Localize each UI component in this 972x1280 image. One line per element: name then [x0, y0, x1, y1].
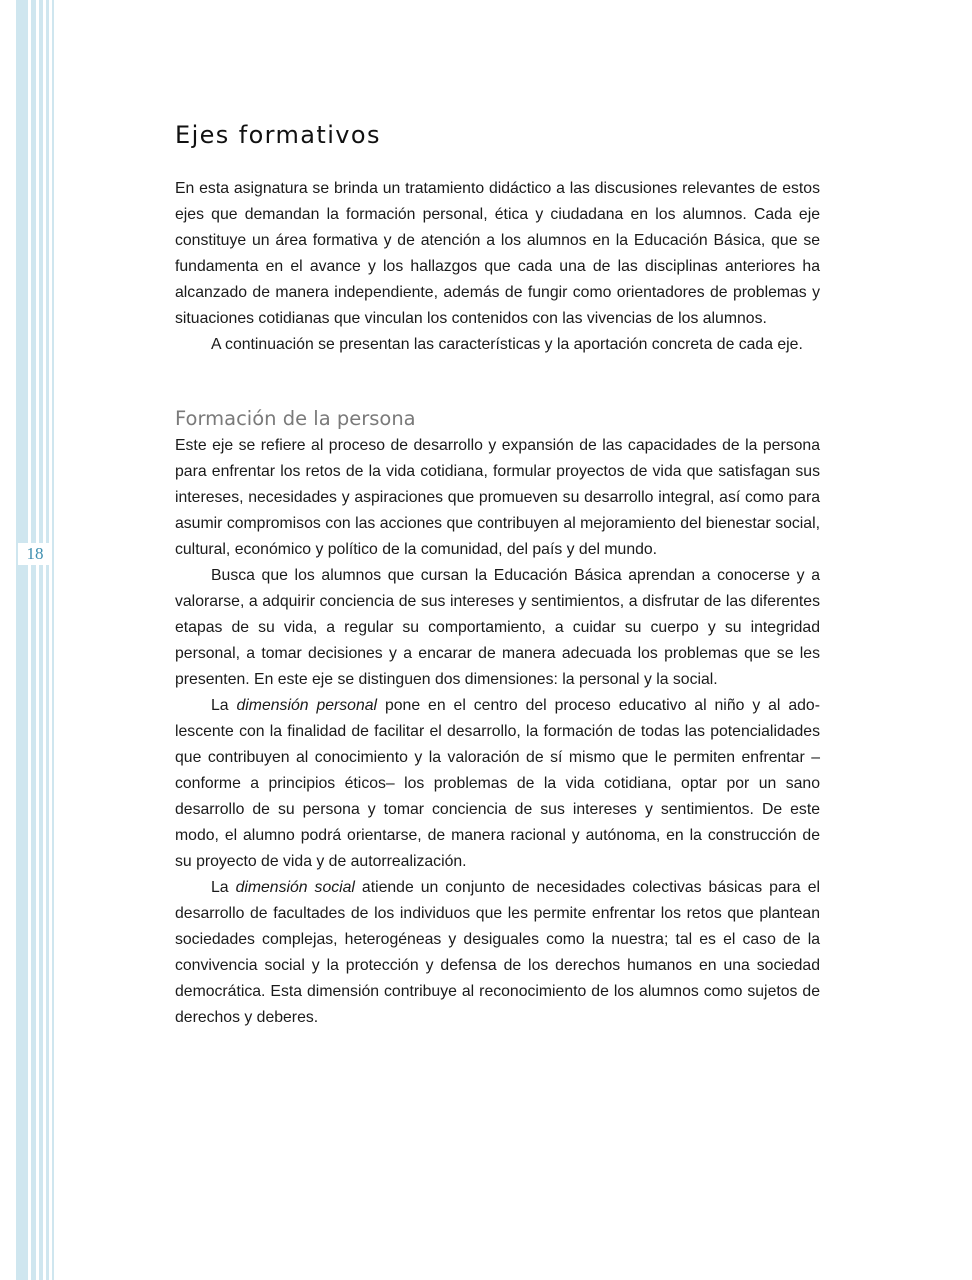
- subsection-body: [175, 433, 820, 1031]
- paragraph: Este eje se refiere al proceso de desarrollo y expansión de las capacidades de la persona para enfrentar los retos de la vida cotidiana, formular proyectos de vida que satisfagan sus intereses, necesidades y aspiraciones que promueven su desarrollo integral, así como para asumir compromisos con las acciones que contribuyen al mejoramiento del bienestar social, cultural, económico y político de la comunidad, del país y del mundo.: [175, 437, 820, 558]
- social-dimension-paragraph: [175, 875, 820, 1031]
- lead-text: La: [211, 697, 237, 714]
- stripe: [39, 0, 43, 1280]
- stripe: [16, 0, 28, 1280]
- term: dimensión personal: [236, 697, 378, 714]
- section-title: Ejes formativos: [175, 121, 381, 149]
- subsection: [175, 405, 820, 1031]
- lead-text: La: [211, 879, 236, 896]
- page-content: [175, 118, 820, 1031]
- paragraph-text: pone en el centro del proceso educativo al niño y al adolescente con la finalidad de facilitar el desarrollo, la formación de todas las potencialidades que contribuyen al conocimiento y la valoración de sí mismo que le permiten enfrentar –conforme a principios éticos– los problemas de la vida cotidiana, optar por un sano desarrollo de su persona y tomar conciencia de sus intereses y sentimientos. De este modo, el alumno podrá orientarse, de manera racional y autónoma, en la construcción de su proyecto de vida y de autorrealización.: [175, 697, 820, 870]
- paragraph: Busca que los alumnos que cursan la Educación Básica aprendan a conocerse y a valorarse, a adquirir conciencia de sus intereses y sentimientos, a disfrutar de las diferentes etapas de su vida, a regular su comportamiento, a cuidar su cuerpo y su integridad personal, a tomar decisiones y a encarar de manera adecuada los problemas que se les presenten. En este eje se distinguen dos dimensiones: la personal y la social.: [175, 567, 820, 688]
- page-number: 18: [18, 543, 52, 565]
- intro-text: [175, 176, 820, 358]
- paragraph-text: atiende un conjunto de necesidades colectivas básicas para el desarrollo de facultades de los individuos que les permite enfrentar los retos que plantean sociedades complejas, heterogéneas y desiguales como la nuestra; tal es el caso de la convivencia social y la protección y defensa de los derechos humanos en una sociedad democrática. Esta dimensión contribuye al reconocimiento de los alumnos como sujetos de derechos y deberes.: [175, 879, 820, 1026]
- stripe: [46, 0, 49, 1280]
- paragraph: En esta asignatura se brinda un tratamiento didáctico a las discusiones relevantes de estos ejes que demandan la formación personal, ética y ciudadana en los alumnos. Cada eje constituye un área formativa y de atención a los alumnos en la Educación Básica, que se fundamenta en el avance y los hallazgos que cada una de las disciplinas anteriores ha alcanzado de manera independiente, además de fungir como orientadores de problemas y situaciones cotidianas que vinculan los contenidos con las vivencias de los alumnos.: [175, 180, 820, 327]
- decorative-margin-stripes: [0, 0, 60, 1280]
- paragraph: A continuación se presentan las características y la aportación concreta de cada eje.: [211, 336, 803, 353]
- term: dimensión social: [235, 879, 355, 896]
- stripe: [31, 0, 36, 1280]
- subsection-title: Formación de la persona: [175, 407, 416, 430]
- personal-dimension-paragraph: [175, 693, 820, 875]
- stripe: [52, 0, 54, 1280]
